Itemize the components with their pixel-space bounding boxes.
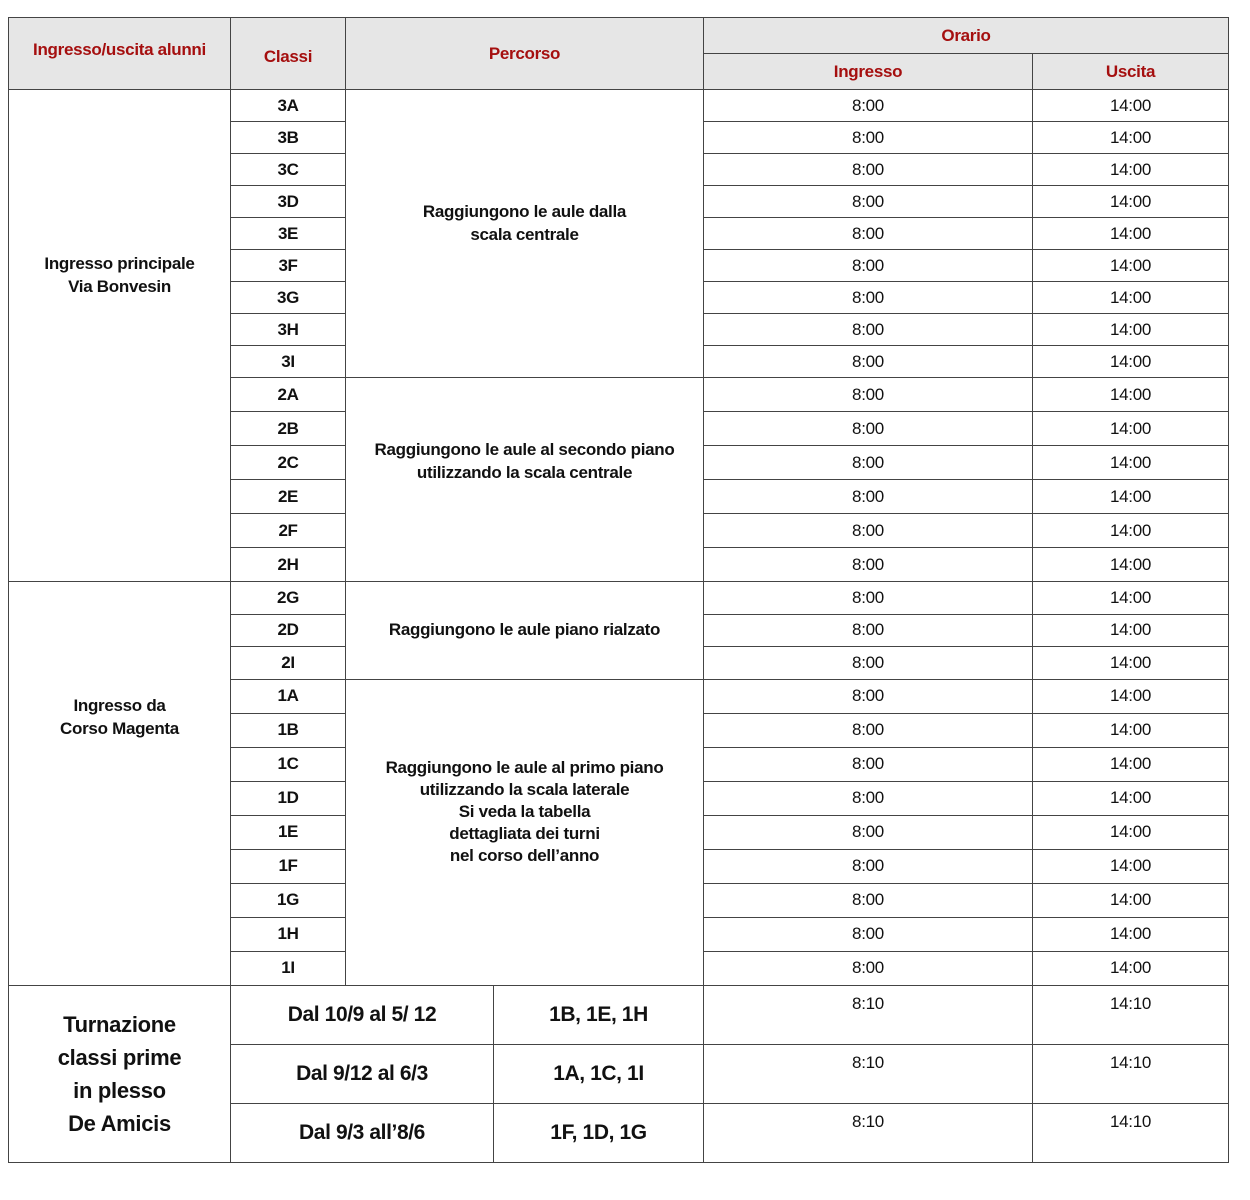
class-cell: 2D — [231, 614, 346, 647]
entrance-cell — [9, 582, 231, 986]
exit-time-cell: 14:00 — [1033, 90, 1229, 122]
rotation-entry-time: 8:10 — [704, 1103, 1033, 1162]
exit-time-cell: 14:00 — [1033, 282, 1229, 314]
rotation-title-line: De Amicis — [68, 1110, 171, 1136]
route-text — [346, 619, 703, 641]
class-cell: 3G — [231, 282, 346, 314]
exit-time-cell: 14:00 — [1033, 747, 1229, 781]
entry-time-cell: 8:00 — [704, 582, 1033, 615]
entrance-line: Ingresso da — [73, 696, 166, 716]
class-cell: 1A — [231, 679, 346, 713]
entry-time-cell: 8:00 — [704, 218, 1033, 250]
entry-time-cell: 8:00 — [704, 747, 1033, 781]
exit-time-cell: 14:00 — [1033, 346, 1229, 378]
class-cell: 3H — [231, 314, 346, 346]
class-cell: 3D — [231, 186, 346, 218]
rotation-row — [9, 985, 1229, 1044]
table-row — [9, 90, 1229, 122]
class-cell: 2E — [231, 480, 346, 514]
exit-time-cell: 14:00 — [1033, 548, 1229, 582]
class-cell: 1E — [231, 815, 346, 849]
entry-time-cell: 8:00 — [704, 713, 1033, 747]
class-cell: 2F — [231, 514, 346, 548]
class-cell: 1G — [231, 883, 346, 917]
route-line: scala centrale — [470, 224, 579, 244]
rotation-entry-time: 8:10 — [704, 1044, 1033, 1103]
header-entry-time: Ingresso — [704, 54, 1033, 90]
route-line: Si veda la tabella — [458, 801, 591, 821]
entry-time-cell: 8:00 — [704, 917, 1033, 951]
entry-time-cell: 8:00 — [704, 883, 1033, 917]
rotation-classes: 1F, 1D, 1G — [494, 1103, 704, 1162]
exit-time-cell: 14:00 — [1033, 582, 1229, 615]
exit-time-cell: 14:00 — [1033, 378, 1229, 412]
entry-time-cell: 8:00 — [704, 446, 1033, 480]
entry-time-cell: 8:00 — [704, 122, 1033, 154]
entry-time-cell: 8:00 — [704, 154, 1033, 186]
entrance-line: Corso Magenta — [60, 719, 179, 739]
entry-time-cell: 8:00 — [704, 90, 1033, 122]
class-cell: 2G — [231, 582, 346, 615]
entry-time-cell: 8:00 — [704, 781, 1033, 815]
class-cell: 3F — [231, 250, 346, 282]
exit-time-cell: 14:00 — [1033, 250, 1229, 282]
class-cell: 1F — [231, 849, 346, 883]
entry-time-cell: 8:00 — [704, 480, 1033, 514]
entry-time-cell: 8:00 — [704, 679, 1033, 713]
class-cell: 3A — [231, 90, 346, 122]
rotation-title-line: Turnazione — [63, 1011, 176, 1037]
entry-time-cell: 8:00 — [704, 378, 1033, 412]
route-line: Raggiungono le aule dalla — [422, 202, 627, 222]
rotation-period: Dal 9/3 all’8/6 — [231, 1103, 494, 1162]
entry-time-cell: 8:00 — [704, 548, 1033, 582]
exit-time-cell: 14:00 — [1033, 218, 1229, 250]
route-text — [346, 439, 703, 483]
entry-time-cell: 8:00 — [704, 412, 1033, 446]
route-line: utilizzando la scala laterale — [419, 779, 630, 799]
class-cell: 2I — [231, 647, 346, 680]
entry-time-cell: 8:00 — [704, 815, 1033, 849]
rotation-period: Dal 10/9 al 5/ 12 — [231, 985, 494, 1044]
exit-time-cell: 14:00 — [1033, 154, 1229, 186]
exit-time-cell: 14:00 — [1033, 480, 1229, 514]
route-line: Raggiungono le aule al primo piano — [385, 757, 664, 777]
route-line: utilizzando la scala centrale — [416, 462, 633, 482]
route-line: Raggiungono le aule piano rialzato — [388, 620, 661, 640]
class-cell: 2C — [231, 446, 346, 480]
entrance-line: Ingresso principale — [44, 253, 195, 273]
route-cell — [346, 90, 704, 378]
entry-time-cell: 8:00 — [704, 314, 1033, 346]
route-line: dettagliata dei turni — [449, 824, 600, 844]
header-exit-time: Uscita — [1033, 54, 1229, 90]
route-line: Raggiungono le aule al secondo piano — [374, 440, 675, 460]
entrance-label — [60, 695, 179, 741]
table-row — [9, 582, 1229, 615]
rotation-title-line: in plesso — [73, 1077, 166, 1103]
exit-time-cell: 14:00 — [1033, 883, 1229, 917]
entrance-label — [44, 253, 194, 299]
exit-time-cell: 14:00 — [1033, 314, 1229, 346]
exit-time-cell: 14:00 — [1033, 917, 1229, 951]
exit-time-cell: 14:00 — [1033, 614, 1229, 647]
entry-time-cell: 8:00 — [704, 647, 1033, 680]
exit-time-cell: 14:00 — [1033, 186, 1229, 218]
header-classes: Classi — [231, 18, 346, 90]
exit-time-cell: 14:00 — [1033, 647, 1229, 680]
route-line: nel corso dell’anno — [449, 846, 600, 866]
class-cell: 2B — [231, 412, 346, 446]
entrance-cell — [9, 90, 231, 582]
exit-time-cell: 14:00 — [1033, 781, 1229, 815]
class-cell: 3E — [231, 218, 346, 250]
exit-time-cell: 14:00 — [1033, 713, 1229, 747]
class-cell: 3B — [231, 122, 346, 154]
exit-time-cell: 14:00 — [1033, 122, 1229, 154]
rotation-exit-time: 14:10 — [1033, 1103, 1229, 1162]
route-cell — [346, 378, 704, 582]
exit-time-cell: 14:00 — [1033, 951, 1229, 985]
exit-time-cell: 14:00 — [1033, 446, 1229, 480]
entry-time-cell: 8:00 — [704, 282, 1033, 314]
exit-time-cell: 14:00 — [1033, 679, 1229, 713]
rotation-classes: 1B, 1E, 1H — [494, 985, 704, 1044]
route-cell — [346, 679, 704, 985]
exit-time-cell: 14:00 — [1033, 815, 1229, 849]
entry-time-cell: 8:00 — [704, 250, 1033, 282]
entry-time-cell: 8:00 — [704, 186, 1033, 218]
header-schedule: Orario — [704, 18, 1229, 54]
header-entrance: Ingresso/uscita alunni — [9, 18, 231, 90]
class-cell: 1D — [231, 781, 346, 815]
class-cell: 1H — [231, 917, 346, 951]
route-cell — [346, 582, 704, 680]
class-cell: 1B — [231, 713, 346, 747]
entry-time-cell: 8:00 — [704, 849, 1033, 883]
class-cell: 2H — [231, 548, 346, 582]
rotation-exit-time: 14:10 — [1033, 985, 1229, 1044]
rotation-classes: 1A, 1C, 1I — [494, 1044, 704, 1103]
entrance-line: Via Bonvesin — [68, 276, 171, 296]
header-route: Percorso — [346, 18, 704, 90]
class-cell: 3C — [231, 154, 346, 186]
exit-time-cell: 14:00 — [1033, 849, 1229, 883]
class-cell: 2A — [231, 378, 346, 412]
rotation-exit-time: 14:10 — [1033, 1044, 1229, 1103]
rotation-period: Dal 9/12 al 6/3 — [231, 1044, 494, 1103]
entry-time-cell: 8:00 — [704, 614, 1033, 647]
entry-time-cell: 8:00 — [704, 346, 1033, 378]
rotation-title — [9, 985, 231, 1162]
rotation-entry-time: 8:10 — [704, 985, 1033, 1044]
route-text — [346, 201, 703, 245]
schedule-table — [8, 17, 1229, 1163]
exit-time-cell: 14:00 — [1033, 514, 1229, 548]
exit-time-cell: 14:00 — [1033, 412, 1229, 446]
route-text — [346, 757, 703, 867]
class-cell: 3I — [231, 346, 346, 378]
entry-time-cell: 8:00 — [704, 951, 1033, 985]
class-cell: 1I — [231, 951, 346, 985]
entry-time-cell: 8:00 — [704, 514, 1033, 548]
class-cell: 1C — [231, 747, 346, 781]
rotation-title-line: classi prime — [57, 1044, 182, 1070]
